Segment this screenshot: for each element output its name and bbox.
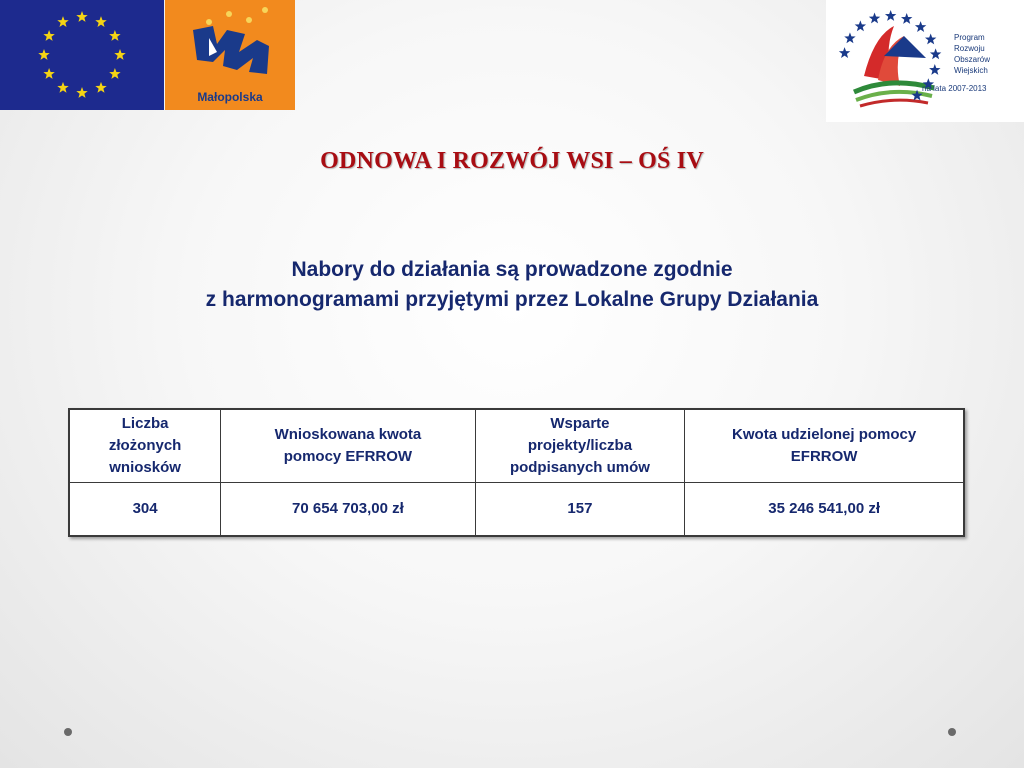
eu-star-icon — [95, 16, 106, 27]
eu-star-icon — [57, 82, 68, 93]
prow-line-2: Rozwoju — [954, 44, 985, 53]
eu-star-icon — [109, 68, 120, 79]
header-granted-amount — [685, 409, 964, 483]
eu-star-icon — [43, 30, 54, 41]
header-line: EFRROW — [790, 448, 858, 465]
header-line: Wnioskowana kwota — [274, 426, 422, 443]
subtitle-line-2: z harmonogramami przyjętymi przez Lokalne Grupy Działania — [205, 288, 819, 311]
prow-star-icon — [885, 10, 896, 21]
header-line: Liczba — [121, 415, 169, 432]
header-supported-projects — [475, 409, 685, 483]
prow-star-icon — [844, 32, 855, 43]
prow-emblem-icon — [834, 6, 946, 114]
prow-star-icon — [930, 48, 941, 59]
prow-logo — [826, 0, 1024, 122]
prow-line-3: Obszarów — [954, 55, 991, 64]
prow-program-name — [954, 32, 1024, 76]
prow-star-icon — [839, 47, 850, 58]
eu-flag-logo — [0, 0, 164, 110]
cell-requested-amount: 70 654 703,00 zł — [221, 483, 475, 537]
eu-star-icon — [114, 49, 125, 60]
table-row — [69, 483, 964, 537]
header-line: podpisanych umów — [509, 459, 650, 476]
prow-star-icon — [901, 13, 912, 24]
table-header-row — [69, 409, 964, 483]
subtitle-line-1: Nabory do działania są prowadzone zgodnie — [291, 258, 733, 281]
left-dot-icon — [64, 728, 72, 736]
prow-star-icon — [869, 13, 880, 24]
header-line: Kwota udzielonej pomocy — [732, 426, 917, 443]
cell-applications-count: 304 — [69, 483, 221, 537]
malopolska-icon — [165, 0, 295, 90]
cell-granted-amount: 35 246 541,00 zł — [685, 483, 964, 537]
right-dot-icon — [948, 728, 956, 736]
eu-flag-icon — [0, 0, 164, 110]
header-line: projekty/liczba — [527, 437, 633, 454]
eu-star-icon — [43, 68, 54, 79]
header-line: Wsparte — [550, 415, 610, 432]
cell-supported-projects: 157 — [475, 483, 685, 537]
malopolska-label: Małopolska — [197, 90, 263, 104]
header-line: złożonych — [108, 437, 182, 454]
prow-star-icon — [929, 64, 940, 75]
prow-line-4: Wiejskich — [954, 66, 988, 75]
eu-star-icon — [109, 30, 120, 41]
eu-star-icon — [76, 87, 87, 98]
prow-star-icon — [915, 21, 926, 32]
eu-star-icon — [95, 82, 106, 93]
header-requested-amount — [221, 409, 475, 483]
malopolska-logo — [165, 0, 295, 110]
slide-title: ODNOWA I ROZWÓJ WSI – OŚ IV — [320, 148, 704, 174]
eu-star-icon — [76, 11, 87, 22]
slide-subtitle — [0, 255, 1024, 315]
eu-star-icon — [57, 16, 68, 27]
prow-star-icon — [855, 20, 866, 31]
header-applications-count — [69, 409, 221, 483]
header-line: wniosków — [109, 459, 181, 476]
header-line: pomocy EFRROW — [283, 448, 413, 465]
summary-table — [68, 408, 965, 537]
eu-star-icon — [38, 49, 49, 60]
prow-star-icon — [925, 33, 936, 44]
prow-years: na lata 2007-2013 — [922, 84, 987, 93]
prow-line-1: Program — [954, 33, 985, 42]
